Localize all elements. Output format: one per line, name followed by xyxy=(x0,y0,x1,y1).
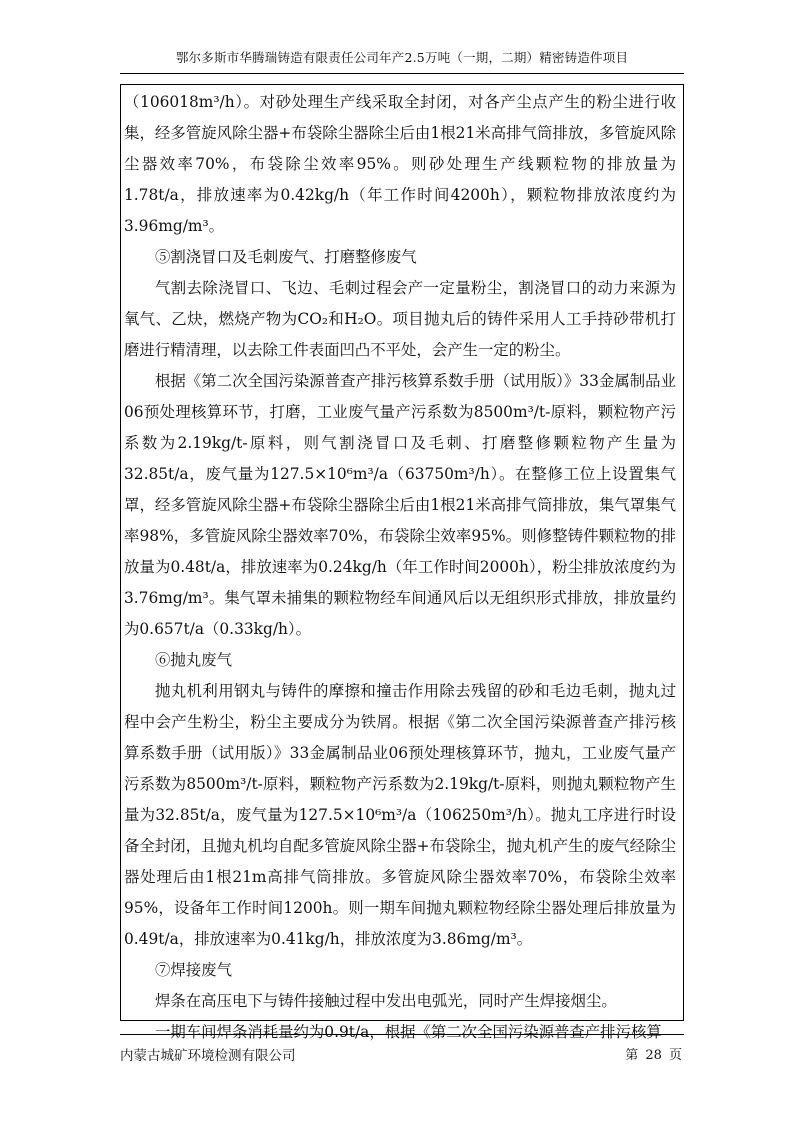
header-divider xyxy=(120,73,684,74)
page-header-title: 鄂尔多斯市华腾瑞铸造有限责任公司年产2.5万吨（一期，二期）精密铸造件项目 xyxy=(175,50,629,65)
body-text xyxy=(124,87,676,1048)
paragraph-sand-processing: （106018m³/h）。对砂处理生产线采取全封闭，对各产尘点产生的粉尘进行收集，经多管旋风除尘器+布袋除尘器除尘后由1根21米高排气筒排放，多管旋风除尘器效率70%，布袋除尘效率95%。则砂处理生产线颗粒物的排放量为1.78t/a，排放速率为0.42kg/h（年工作时间4200h），颗粒物排放浓度约为3.96mg/m³。 xyxy=(124,93,676,235)
section-heading-cutting-grinding: ⑤割浇冒口及毛刺废气、打磨整修废气 xyxy=(155,248,417,266)
paragraph-welding-consumption: 一期车间焊条消耗量约为0.9t/a，根据《第二次全国污染源普查产排污核算 xyxy=(155,1023,662,1041)
paragraph-grinding-calculation: 根据《第二次全国污染源普查产排污核算系数手册（试用版）》33金属制品业06预处理核算环节，打磨，工业废气量产污系数为8500m³/t-原料，颗粒物产污系数为2.19kg/t-原料，则气割浇冒口及毛刺、打磨整修颗粒物产生量为32.85t/a，废气量为127.5×10⁶m³/a（63750m³/h）。在整修工位上设置集气罩，经多管旋风除尘器+布袋除尘器除尘后由1根21米高排气筒排放，集气罩集气率98%，多管旋风除尘器效率70%，布袋除尘效率95%。则修整铸件颗粒物的排放量为0.48t/a，排放速率为0.24kg/h（年工作时间2000h），粉尘排放浓度约为3.76mg/m³。集气罩未捕集的颗粒物经车间通风后以无组织形式排放，排放量约为0.657t/a（0.33kg/h）。 xyxy=(124,372,676,638)
section-heading-shot-blasting: ⑥抛丸废气 xyxy=(155,651,232,669)
content-frame xyxy=(120,84,684,1041)
section-heading-welding: ⑦焊接废气 xyxy=(155,961,232,979)
footer-company: 内蒙古城矿环境检测有限公司 xyxy=(120,1048,296,1064)
footer-divider xyxy=(120,1034,684,1035)
paragraph-welding-process: 焊条在高压电下与铸件接触过程中发出电弧光，同时产生焊接烟尘。 xyxy=(155,992,617,1010)
page-number: 第 28 页 xyxy=(625,1048,682,1063)
paragraph-shot-blasting: 抛丸机利用钢丸与铸件的摩擦和撞击作用除去残留的砂和毛边毛刺，抛丸过程中会产生粉尘，粉尘主要成分为铁屑。根据《第二次全国污染源普查产排污核算系数手册（试用版）》33金属制品业06预处理核算环节，抛丸，工业废气量产污系数为8500m³/t-原料，颗粒物产污系数为2.19kg/t-原料，则抛丸颗粒物产生量为32.85t/a，废气量为127.5×10⁶m³/a（106250m³/h）。抛丸工序进行时设备全封闭，且抛丸机均自配多管旋风除尘器+布袋除尘，抛丸机产生的废气经除尘器处理后由1根21m高排气筒排放。多管旋风除尘器效率70%，布袋除尘效率95%，设备年工作时间1200h。则一期车间抛丸颗粒物经除尘器处理后排放量为0.49t/a，排放速率为0.41kg/h，排放浓度为3.86mg/m³。 xyxy=(124,682,676,948)
paragraph-cutting-process: 气割去除浇冒口、飞边、毛刺过程会产一定量粉尘，割浇冒口的动力来源为氧气、乙炔，燃烧产物为CO₂和H₂O。项目抛丸后的铸件采用人工手持砂带机打磨进行精清理，以去除工件表面凹凸不平处，会产生一定的粉尘。 xyxy=(124,279,676,359)
